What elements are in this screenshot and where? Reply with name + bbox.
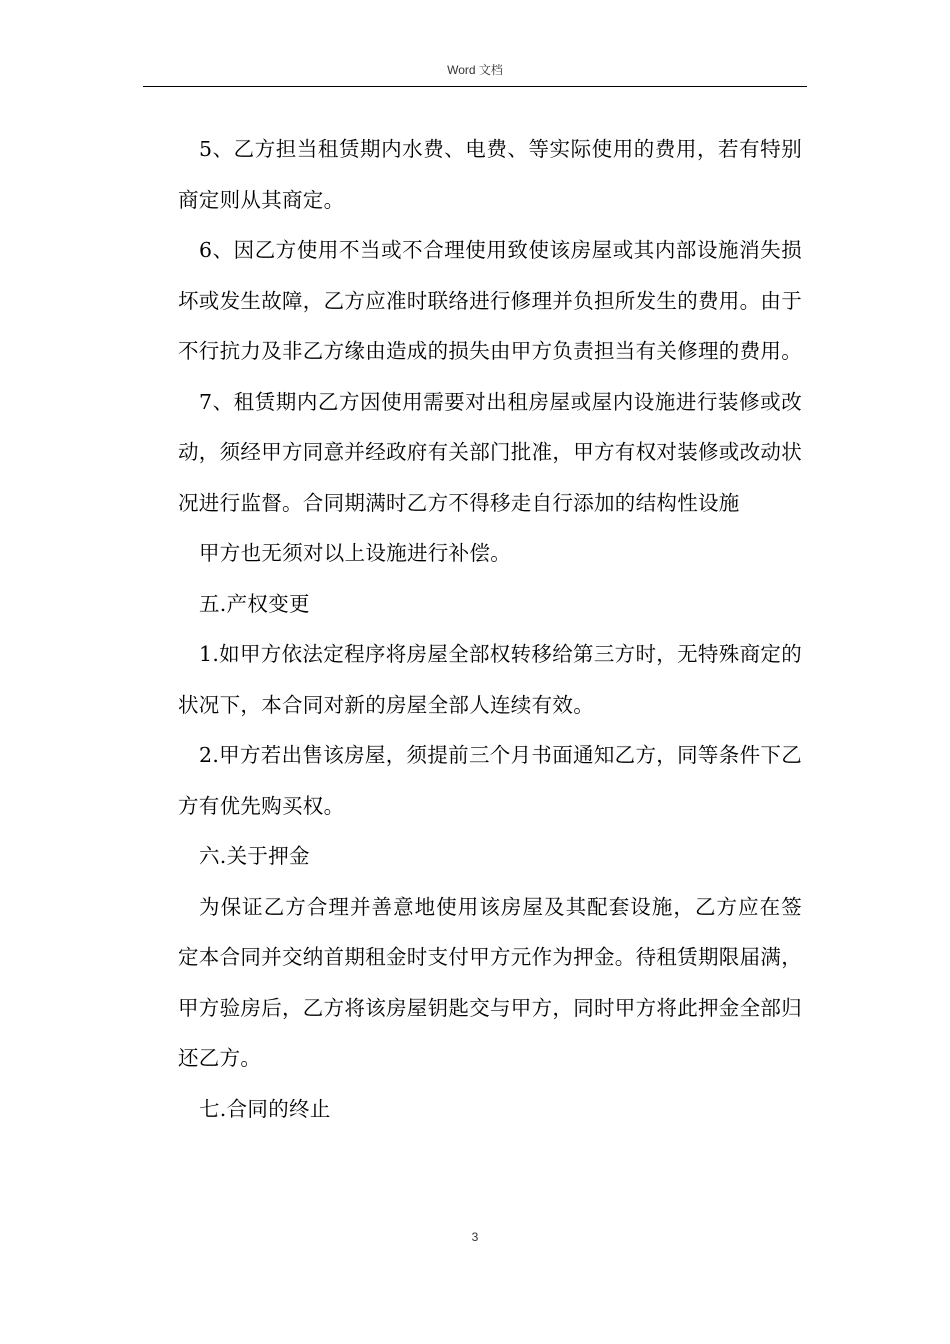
document-body [178,124,802,1134]
section-heading-property-change: 五.产权变更 [199,591,310,616]
section-heading-termination: 七.合同的终止 [199,1096,331,1121]
clause-5: 5、乙方担当租赁期内水费、电费、等实际使用的费用，若有特别商定则从其商定。 [178,137,802,212]
property-clause-1: 1.如甲方依法定程序将房屋全部权转移给第三方时，无特殊商定的状况下，本合同对新的房屋全部人连续有效。 [178,642,802,717]
clause-7: 7、租赁期内乙方因使用需要对出租房屋或屋内设施进行装修或改动，须经甲方同意并经政府有关部门批准，甲方有权对装修或改动状况进行监督。合同期满时乙方不得移走自行添加的结构性设施 [178,389,802,515]
page-number: 3 [471,1230,479,1244]
property-clause-2: 2.甲方若出售该房屋，须提前三个月书面通知乙方，同等条件下乙方有优先购买权。 [178,743,802,818]
header-divider [143,86,807,87]
page-header: Word 文档 [447,63,503,77]
clause-7-continued: 甲方也无须对以上设施进行补偿。 [199,541,511,565]
section-heading-deposit: 六.关于押金 [199,844,310,868]
clause-6: 6、因乙方使用不当或不合理使用致使该房屋或其内部设施消失损坏或发生故障，乙方应准时联络进行修理并负担所发生的费用。由于不行抗力及非乙方缘由造成的损失由甲方负责担当有关修理的费用。 [178,238,802,363]
deposit-clause: 为保证乙方合理并善意地使用该房屋及其配套设施，乙方应在签定本合同并交纳首期租金时支付甲方元作为押金。待租赁期限届满，甲方验房后，乙方将该房屋钥匙交与甲方，同时甲方将此押金全部归还乙方。 [178,894,802,1070]
